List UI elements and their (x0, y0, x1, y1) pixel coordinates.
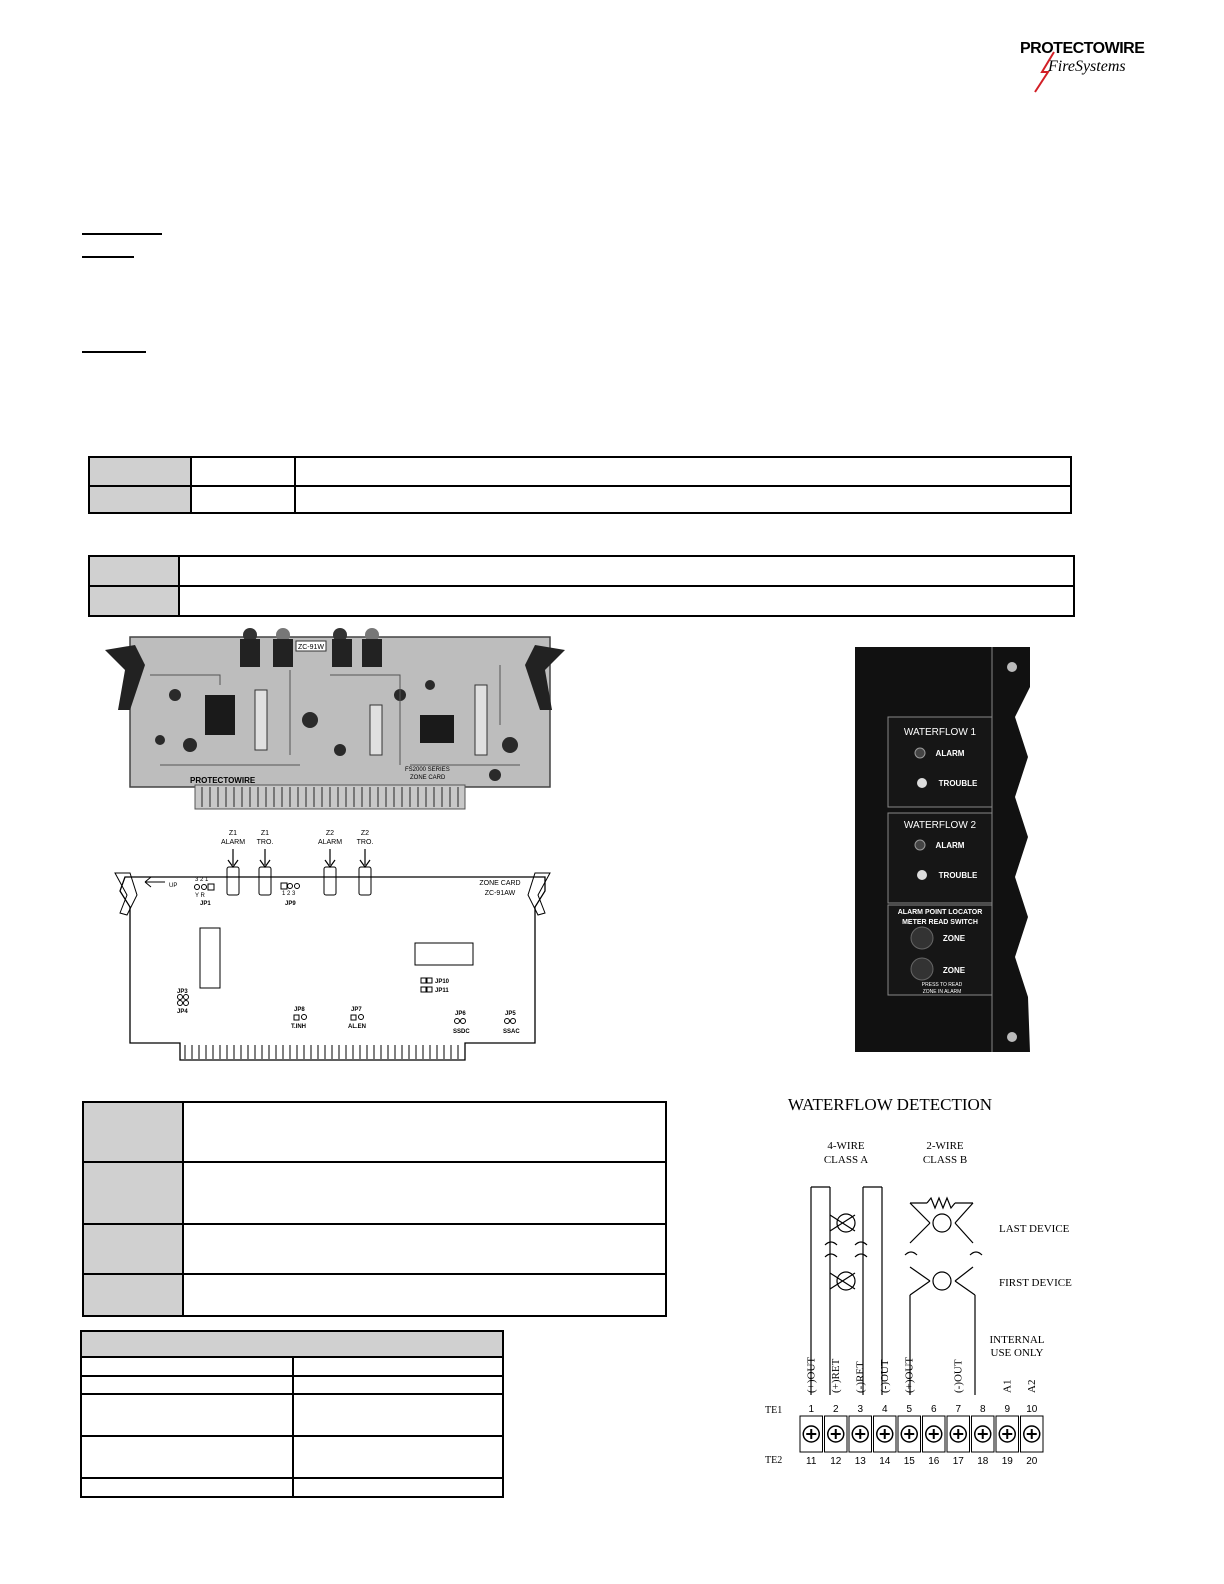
board-card-label: ZONE CARD (410, 775, 446, 781)
terminal (947, 1416, 970, 1452)
te1-terminal-number: 5 (906, 1404, 913, 1415)
te1-terminal-number: 9 (1004, 1404, 1011, 1415)
jp11-label: JP11 (435, 988, 449, 994)
terminal (1021, 1416, 1044, 1452)
subheading-rule (82, 351, 146, 353)
te2-terminal-number: 19 (1001, 1456, 1013, 1467)
table-cell (183, 1102, 666, 1162)
table-cell (81, 1478, 293, 1497)
table-cell (183, 1274, 666, 1316)
terminal (849, 1416, 872, 1452)
lightning-bolt-icon (1032, 50, 1058, 94)
table-cell (191, 486, 295, 513)
jp8-sub: T.INH (291, 1024, 306, 1030)
table-cell (183, 1162, 666, 1224)
locator-line2: METER READ SWITCH (902, 919, 978, 926)
zone2-title: WATERFLOW 2 (903, 820, 977, 831)
board-brand-label: PROTECTOWIRE (190, 776, 256, 785)
zone2-alarm-label: ALARM (935, 841, 965, 850)
jp4-label: JP4 (177, 1009, 188, 1015)
test-point-label: ALARM (317, 839, 343, 846)
terminal (972, 1416, 995, 1452)
wire-terminal-label: (-)OUT (878, 1359, 891, 1393)
test-point-label: Z2 (360, 830, 370, 837)
table-cell (295, 486, 1071, 513)
jp6-label: JP6 (455, 1011, 466, 1017)
table-cell (83, 1224, 183, 1274)
te2-terminal-number: 18 (977, 1456, 989, 1467)
te2-terminal-number: 17 (952, 1456, 964, 1467)
terminal (923, 1416, 946, 1452)
jp6-sub: SSDC (453, 1029, 470, 1035)
internal-line2: USE ONLY (990, 1347, 1044, 1359)
te2-terminal-number: 14 (879, 1456, 891, 1467)
jp1-sub: Y R (195, 893, 205, 899)
zone-switch-label: ZONE (942, 966, 966, 975)
class-b-line1: 2-WIRE (926, 1140, 964, 1152)
te2-terminal-number: 11 (806, 1456, 817, 1467)
table-cell (89, 556, 179, 586)
te2-terminal-number: 16 (928, 1456, 940, 1467)
waterflow-wiring-diagram (755, 1095, 1095, 1475)
test-point-label: TRO. (356, 839, 374, 846)
table-cell (293, 1357, 503, 1376)
zone-button-icon (911, 958, 933, 980)
table-cell (81, 1331, 503, 1357)
te1-terminal-number: 4 (881, 1404, 888, 1415)
alarm-led-icon (915, 840, 925, 850)
table-cell (81, 1394, 293, 1436)
table-cell (83, 1162, 183, 1224)
table-cell (81, 1357, 293, 1376)
test-point-label: Z1 (228, 830, 238, 837)
board-part-label: ZC-91W (297, 644, 325, 651)
table-cell (293, 1436, 503, 1478)
table-cell (83, 1102, 183, 1162)
terminal (898, 1416, 921, 1452)
test-point-label: Z2 (325, 830, 335, 837)
table-cell (293, 1478, 503, 1497)
last-device-label: LAST DEVICE (999, 1223, 1070, 1235)
zone-button-icon (911, 927, 933, 949)
subheading-rule (82, 256, 134, 258)
zone1-trouble-label: TROUBLE (938, 779, 978, 788)
jp5-sub: SSAC (503, 1029, 520, 1035)
internal-line1: INTERNAL (989, 1334, 1045, 1346)
card-title: ZONE CARD (479, 880, 521, 887)
zone1-title: WATERFLOW 1 (903, 727, 977, 738)
board-series-label: FS2000 SERIES (405, 767, 450, 773)
jp9-pins: 1 2 3 (282, 891, 296, 897)
jp9-label: JP9 (285, 901, 296, 907)
spec-table-3 (82, 1101, 667, 1317)
terminal (874, 1416, 897, 1452)
zone-card-photo (100, 625, 570, 815)
jp10-label: JP10 (435, 979, 450, 985)
up-arrow-label: UP (169, 883, 178, 889)
te2-terminal-number: 12 (830, 1456, 842, 1467)
te2-terminal-number: 15 (903, 1456, 915, 1467)
class-b-line2: CLASS B (922, 1154, 968, 1166)
wire-terminal-label: A1 (1001, 1379, 1014, 1393)
first-device-label: FIRST DEVICE (999, 1277, 1072, 1289)
locator-line1: ALARM POINT LOCATOR (897, 909, 983, 916)
jp3-label: JP3 (177, 989, 188, 995)
terminal (825, 1416, 848, 1452)
te2-label: TE2 (765, 1455, 783, 1466)
alarm-led-icon (915, 748, 925, 758)
te1-label: TE1 (765, 1405, 783, 1416)
wire-terminal-label: (+)OUT (805, 1356, 818, 1393)
te2-terminal-number: 13 (854, 1456, 866, 1467)
table-cell (89, 486, 191, 513)
test-point-label: ALARM (220, 839, 246, 846)
jp1-pins: 3 2 1 (195, 877, 209, 883)
te1-terminal-number: 3 (857, 1404, 864, 1415)
zone-switch-label: ZONE (942, 934, 966, 943)
jp7-sub: AL.EN (348, 1024, 366, 1030)
wire-terminal-label: (-)OUT (952, 1359, 965, 1393)
wire-terminal-label: A2 (1025, 1379, 1038, 1393)
terminal (800, 1416, 823, 1452)
zone1-alarm-label: ALARM (935, 749, 965, 758)
te1-terminal-number: 10 (1026, 1404, 1038, 1415)
te1-terminal-number: 6 (930, 1404, 937, 1415)
table-cell (83, 1274, 183, 1316)
jp1-label: JP1 (200, 901, 211, 907)
jp8-label: JP8 (294, 1007, 305, 1013)
te1-terminal-number: 2 (832, 1404, 839, 1415)
table-cell (89, 457, 191, 486)
trouble-led-icon (917, 778, 927, 788)
press-line2: ZONE IN ALARM (922, 989, 962, 995)
table-cell (81, 1436, 293, 1478)
front-panel-photo (850, 647, 1040, 1052)
logo-wordmark: PROTECTOWIRE (1020, 40, 1145, 57)
trouble-led-icon (917, 870, 927, 880)
te1-terminal-number: 7 (955, 1404, 962, 1415)
wire-terminal-label: (+)RET (829, 1358, 842, 1393)
terminal (996, 1416, 1019, 1452)
test-point-label: Z1 (260, 830, 270, 837)
zone2-trouble-label: TROUBLE (938, 871, 978, 880)
table-cell (81, 1376, 293, 1394)
table-cell (179, 586, 1074, 616)
table-cell (179, 556, 1074, 586)
te1-terminal-number: 1 (808, 1404, 815, 1415)
table-cell (293, 1376, 503, 1394)
table-cell (183, 1224, 666, 1274)
logo-subtitle: FireSystems (1048, 58, 1126, 75)
class-a-line2: CLASS A (823, 1154, 869, 1166)
protectowire-logo (1018, 40, 1145, 92)
card-part: ZC-91AW (484, 890, 516, 897)
table-cell (89, 586, 179, 616)
table-cell (293, 1394, 503, 1436)
test-point-label: TRO. (256, 839, 274, 846)
spec-table-4 (80, 1330, 504, 1498)
wire-terminal-label: (-)RET (854, 1361, 867, 1393)
jp7-label: JP7 (351, 1007, 362, 1013)
press-line1: PRESS TO READ (921, 982, 963, 988)
wiring-title: WATERFLOW DETECTION (787, 1095, 993, 1114)
te2-terminal-number: 20 (1026, 1456, 1038, 1467)
class-a-line1: 4-WIRE (827, 1140, 865, 1152)
te1-terminal-number: 8 (979, 1404, 986, 1415)
jp5-label: JP5 (505, 1011, 516, 1017)
spec-table-2 (88, 555, 1075, 617)
spec-table-1 (88, 456, 1072, 514)
zone-card-diagram (105, 825, 560, 1065)
table-cell (191, 457, 295, 486)
table-cell (295, 457, 1071, 486)
section-heading-rule (82, 233, 162, 235)
wire-terminal-label: (+)OUT (903, 1356, 916, 1393)
